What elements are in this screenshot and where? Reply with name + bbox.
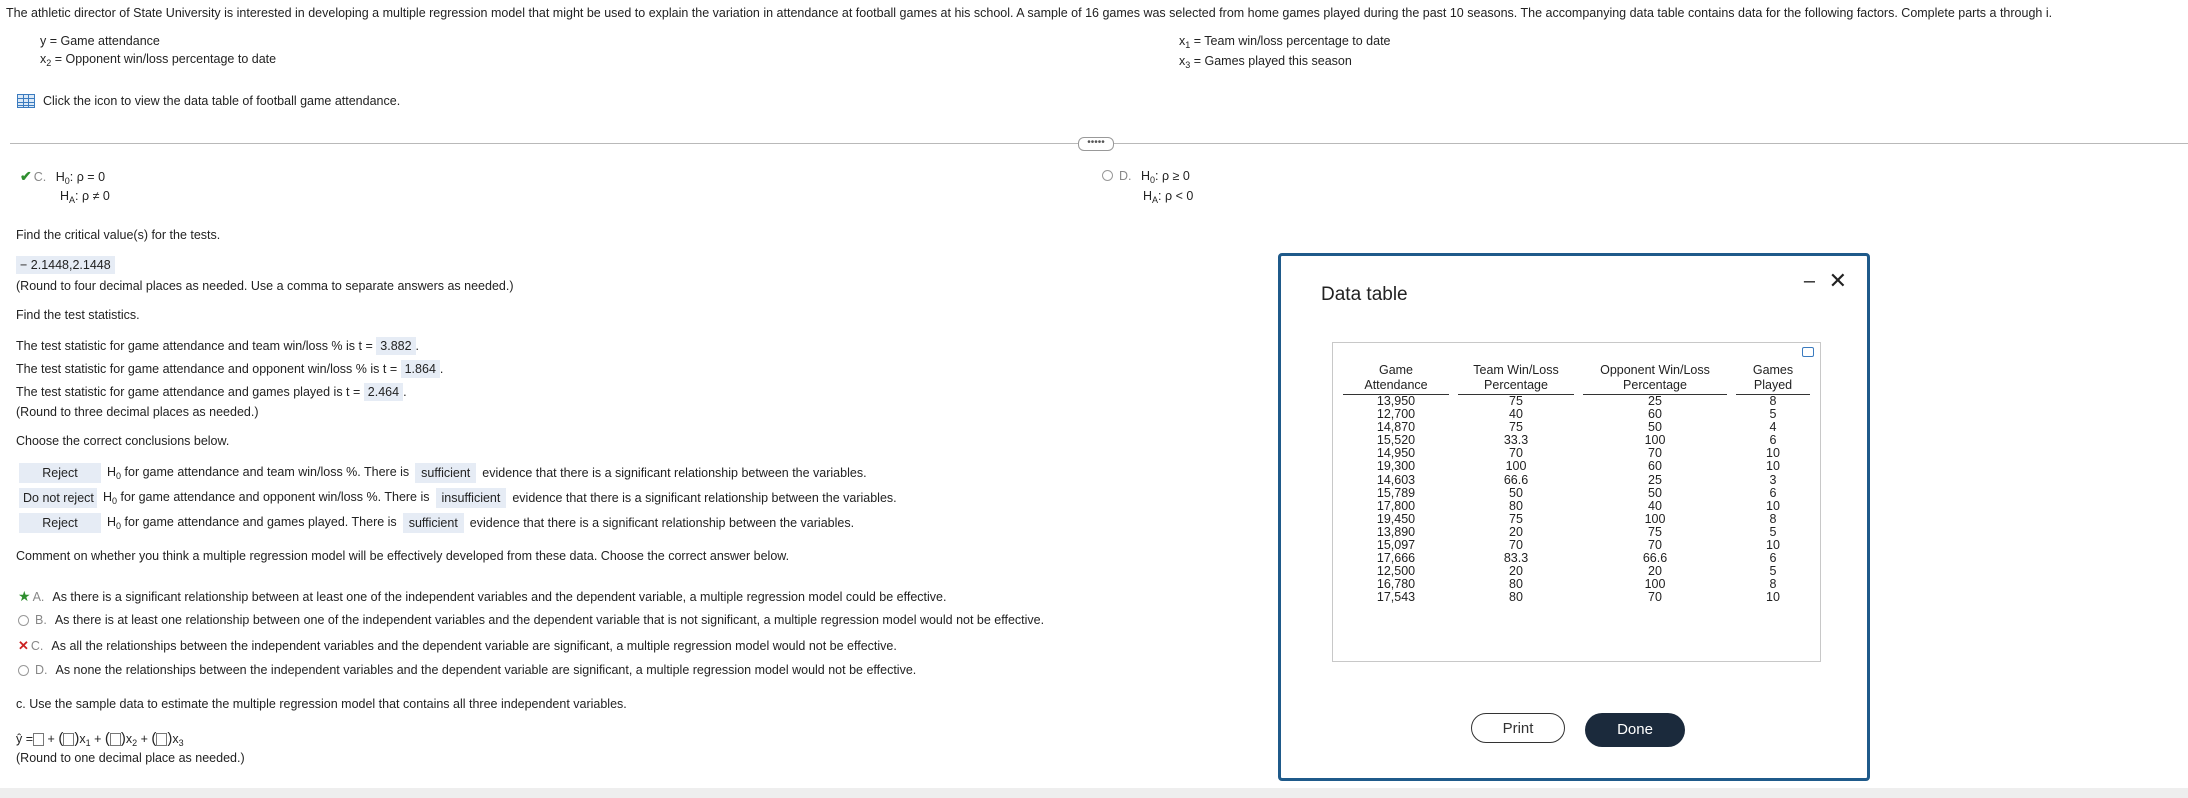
table-cell: 8 [1769,577,1777,592]
table-cell: 15,789 [1376,485,1416,500]
table-cell: 13,950 [1376,394,1416,408]
table-cell: 100 [1644,433,1666,448]
conclusions-question: Choose the correct conclusions below. [16,434,230,448]
table-row [1343,395,1810,409]
critical-answer-box[interactable]: − 2.1448,2.1448 [16,257,115,272]
variable-definitions-left [40,34,276,68]
problem-intro: The athletic director of State University is interested in developing a multiple regression model that might be used to explain the variation in attendance at football games at his school. A sample of 16 games was selected from home games played during the past 10 seasons. The accompanying data table contains data for the following factors. Complete parts a through i. [6,6,2053,20]
comment-choice-c[interactable]: ✕ C. As all the relationships between the independent variables and the dependent variable are significant, a multiple regression model would not be effective. [18,638,897,653]
table-cell: 70 [1509,446,1523,461]
comment-choice-a[interactable]: ★ A. As there is a significant relationship between at least one of the independent variables and the dependent variable, a multiple regression model could be effective. [18,588,947,604]
table-cell: 10 [1766,459,1780,474]
decision-select-3[interactable]: Reject [19,513,101,533]
evidence-select-3[interactable]: sufficient [403,513,464,533]
test-stat-value-2[interactable]: 1.864 [401,360,440,378]
comment-choice-d[interactable]: D. As none the relationships between the independent variables and the dependent variable are significant, a multiple regression model would not be effective. [18,663,916,677]
table-cell: 15,520 [1376,433,1416,448]
incorrect-x-icon: ✕ [18,638,29,653]
table-cell: 50 [1648,485,1662,500]
table-cell: 75 [1648,524,1662,539]
hyp-option-d-alt: $H_A$: ρ < 0 [1143,189,1194,205]
table-cell: 8 [1769,511,1777,526]
decision-select-2[interactable]: Do not reject [19,488,97,508]
table-cell: 80 [1509,590,1523,605]
table-cell: 40 [1509,407,1523,422]
table-cell: 4 [1769,420,1777,435]
table-cell: 14,950 [1376,446,1416,461]
table-cell: 5 [1769,564,1777,579]
table-cell: 16,780 [1376,577,1416,592]
table-cell: 83.3 [1503,551,1529,566]
table-cell: 13,890 [1376,524,1416,539]
table-cell: 6 [1769,485,1777,500]
table-cell: 50 [1509,485,1523,500]
table-cell: 75 [1509,511,1523,526]
data-table-link[interactable] [17,94,400,108]
comment-question: Comment on whether you think a multiple regression model will be effectively developed from these data. Choose the correct answer below. [16,549,790,563]
evidence-select-1[interactable]: sufficient [415,463,476,483]
table-cell: 17,666 [1376,551,1416,566]
copy-table-icon[interactable] [1802,347,1814,357]
conclusion-row-1: Reject $H_0$ for game attendance and team win/loss %. There is sufficient evidence that there is a significant relationship between the variables. [19,463,867,483]
table-cell: 19,450 [1376,511,1416,526]
test-stats-question: Find the test statistics. [16,308,140,322]
table-cell: 100 [1505,459,1527,474]
table-cell: 20 [1648,564,1662,579]
table-cell: 25 [1648,472,1662,487]
close-icon[interactable]: ✕ [1828,268,1847,293]
table-cell: 20 [1509,564,1523,579]
table-cell: 14,870 [1376,420,1416,435]
table-row [1343,487,1810,500]
table-cell: 8 [1769,394,1777,408]
b2-input[interactable] [110,733,121,746]
table-row [1343,474,1810,487]
variable-definitions-right [1179,34,1391,70]
bottom-bar [0,788,2188,798]
data-table-modal [1278,253,1870,781]
table-cell: 100 [1644,511,1666,526]
test-stats-note: (Round to three decimal places as needed.) [16,405,259,419]
table-cell: 60 [1648,459,1662,474]
table-cell: 3 [1769,472,1777,487]
table-cell: 6 [1769,551,1777,566]
print-button[interactable]: Print [1471,713,1565,743]
test-stat-value-1[interactable]: 3.882 [376,337,415,355]
table-cell: 6 [1769,433,1777,448]
data-table-link-text[interactable]: Click the icon to view the data table of football game attendance. [43,94,401,108]
table-cell: 100 [1644,577,1666,592]
conclusion-row-2: Do not reject $H_0$ for game attendance and opponent win/loss %. There is insufficient evidence that there is a significant relationship between the variables. [19,488,897,508]
col-header-team-winloss: Team Win/Loss Percentage [1458,363,1574,395]
hyp-option-c[interactable]: ✔ C. $H_0$: ρ = 0 [20,168,106,186]
def-y: y = Game attendance [40,34,160,48]
correct-check-icon: ✔ [20,168,32,184]
data-table-icon[interactable] [17,94,35,108]
table-cell: 5 [1769,407,1777,422]
table-cell: 50 [1648,420,1662,435]
expand-dots-button[interactable]: ••••• [1078,137,1114,151]
minimize-icon[interactable]: – [1803,270,1815,292]
table-cell: 70 [1509,538,1523,553]
correct-star-icon: ★ [18,588,31,604]
table-row [1343,460,1810,473]
done-button[interactable]: Done [1585,713,1685,747]
def-x2: $x_2$ = Opponent win/loss percentage to date [40,52,277,68]
critical-question: Find the critical value(s) for the tests. [16,228,221,242]
radio-b[interactable] [18,615,29,626]
def-x1: $x_1$ = Team win/loss percentage to date [1179,34,1391,50]
table-cell: 12,700 [1376,407,1416,422]
radio-d-comment[interactable] [18,665,29,676]
test-stat-line-2: The test statistic for game attendance and opponent win/loss % is t = 1.864 . [16,362,444,376]
col-header-games-played: Games Played [1736,363,1810,395]
critical-note: (Round to four decimal places as needed. Use a comma to separate answers as needed.) [16,279,514,293]
table-cell: 14,603 [1376,472,1416,487]
test-stat-value-3[interactable]: 2.464 [364,383,403,401]
table-cell: 70 [1648,446,1662,461]
table-row [1343,591,1810,604]
data-table-container [1332,342,1821,662]
table-cell: 10 [1766,538,1780,553]
col-header-attendance: Game Attendance [1343,363,1449,395]
table-header-row [1343,363,1810,395]
table-cell: 10 [1766,498,1780,513]
table-cell: 66.6 [1642,551,1668,566]
table-cell: 19,300 [1376,459,1416,474]
part-c-note: (Round to one decimal place as needed.) [16,751,245,765]
test-stat-line-1: The test statistic for game attendance and team win/loss % is t = 3.882 . [16,339,420,353]
table-cell: 25 [1648,394,1662,408]
part-c-question: c. Use the sample data to estimate the multiple regression model that contains all three independent variables. [16,697,627,711]
table-row [1343,513,1810,526]
col-header-opponent-winloss: Opponent Win/Loss Percentage [1583,363,1727,395]
table-cell: 17,800 [1376,498,1416,513]
evidence-select-2[interactable]: insufficient [436,488,507,508]
conclusion-row-3: Reject $H_0$ for game attendance and games played. There is sufficient evidence that there is a significant relationship between the variables. [19,513,854,533]
table-cell: 80 [1509,498,1523,513]
table-cell: 75 [1509,394,1523,408]
hyp-option-c-alt: $H_A$: ρ ≠ 0 [60,189,110,205]
table-cell: 70 [1648,590,1662,605]
table-cell: 17,543 [1376,590,1416,605]
modal-title: Data table [1321,284,1408,305]
decision-select-1[interactable]: Reject [19,463,101,483]
table-cell: 10 [1766,590,1780,605]
table-cell: 60 [1648,407,1662,422]
table-row [1343,500,1810,513]
table-cell: 33.3 [1503,433,1529,448]
test-stat-line-3: The test statistic for game attendance and games played is t = 2.464 . [16,385,407,399]
table-cell: 40 [1648,498,1662,513]
intercept-input[interactable] [33,733,44,746]
attendance-data-table [1343,363,1810,605]
table-cell: 70 [1648,538,1662,553]
def-x3: $x_3$ = Games played this season [1179,54,1352,70]
radio-d[interactable] [1102,170,1113,181]
b1-input[interactable] [63,733,74,746]
hyp-option-d[interactable]: D. $H_0$: ρ ≥ 0 [1102,166,1190,190]
table-cell: 10 [1766,446,1780,461]
table-cell: 80 [1509,577,1523,592]
table-cell: 15,097 [1376,538,1416,553]
regression-equation: ŷ = + ( )$x_1$ + ( )$x_2$ + ( )$x_3$ [16,730,184,748]
table-cell: 12,500 [1376,564,1416,579]
table-cell: 20 [1509,524,1523,539]
b3-input[interactable] [156,733,167,746]
table-cell: 75 [1509,420,1523,435]
comment-choice-b[interactable]: B. As there is at least one relationship between one of the independent variables and the dependent variable that is not significant, a multiple regression model would not be effective. [18,613,1044,627]
table-cell: 5 [1769,524,1777,539]
table-cell: 66.6 [1503,472,1529,487]
